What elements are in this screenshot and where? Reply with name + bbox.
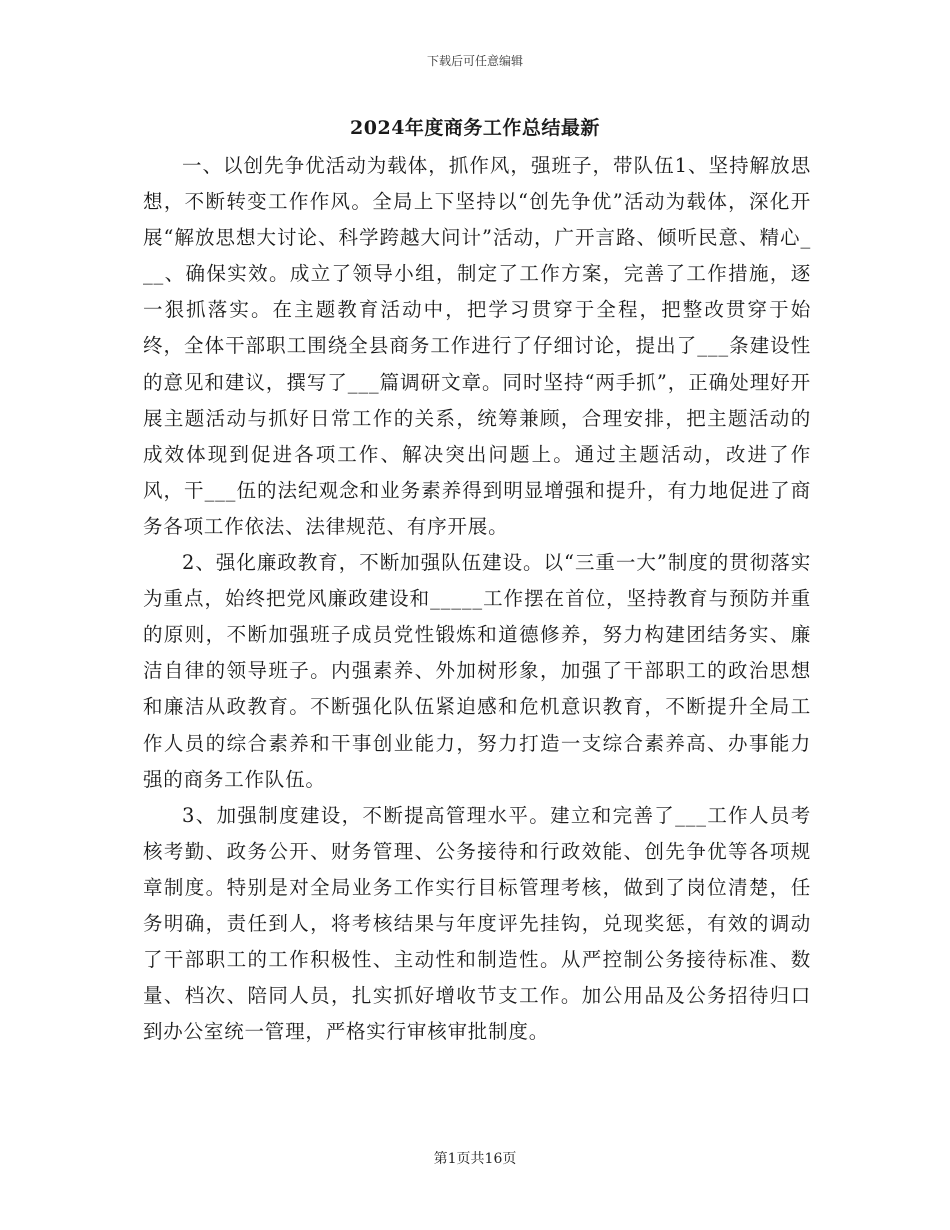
- document-title: 2024年度商务工作总结最新: [350, 117, 600, 139]
- document-body: [143, 148, 811, 1050]
- paragraph-3: 3、加强制度建设，不断提高管理水平。建立和完善了___工作人员考核考勤、政务公开、财务管理、公务接待和行政效能、创先争优等各项规章制度。特别是对全局业务工作实行目标管理考核，做到了岗位清楚，任务明确，责任到人，将考核结果与年度评先挂钩，兑现奖惩，有效的调动了干部职工的工作积极性、主动性和制造性。从严控制公务接待标准、数量、档次、陪同人员，扎实抓好增收节支工作。加公用品及公务招待归口到办公室统一管理，严格实行审核审批制度。: [143, 803, 811, 1044]
- page-number: 第1页共16页: [433, 1151, 517, 1167]
- page-header-note: 下载后可任意编辑: [426, 54, 523, 68]
- paragraph-1: 一、以创先争优活动为载体，抓作风，强班子，带队伍1、坚持解放思想，不断转变工作作风。全局上下坚持以“创先争优”活动为载体，深化开展“解放思想大讨论、科学跨越大问计”活动，广开言路、倾听民意、精心___、确保实效。成立了领导小组，制定了工作方案，完善了工作措施，逐一狠抓落实。在主题教育活动中，把学习贯穿于全程，把整改贯穿于始终，全体干部职工围绕全县商务工作进行了仔细讨论，提出了___条建设性的意见和建议，撰写了___篇调研文章。同时坚持“两手抓”，正确处理好开展主题活动与抓好日常工作的关系，统筹兼顾，合理安排，把主题活动的成效体现到促进各项工作、解决突出问题上。通过主题活动，改进了作风，干___伍的法纪观念和业务素养得到明显增强和提升，有力地促进了商务各项工作依法、法律规范、有序开展。: [143, 154, 811, 538]
- paragraph-2: 2、强化廉政教育，不断加强队伍建设。以“三重一大”制度的贯彻落实为重点，始终把党风廉政建设和_____工作摆在首位，坚持教育与预防并重的原则，不断加强班子成员党性锻炼和道德修养，努力构建团结务实、廉洁自律的领导班子。内强素养、外加树形象，加强了干部职工的政治思想和廉洁从政教育。不断强化队伍紧迫感和危机意识教育，不断提升全局工作人员的综合素养和干事创业能力，努力打造一支综合素养高、办事能力强的商务工作队伍。: [143, 551, 811, 791]
